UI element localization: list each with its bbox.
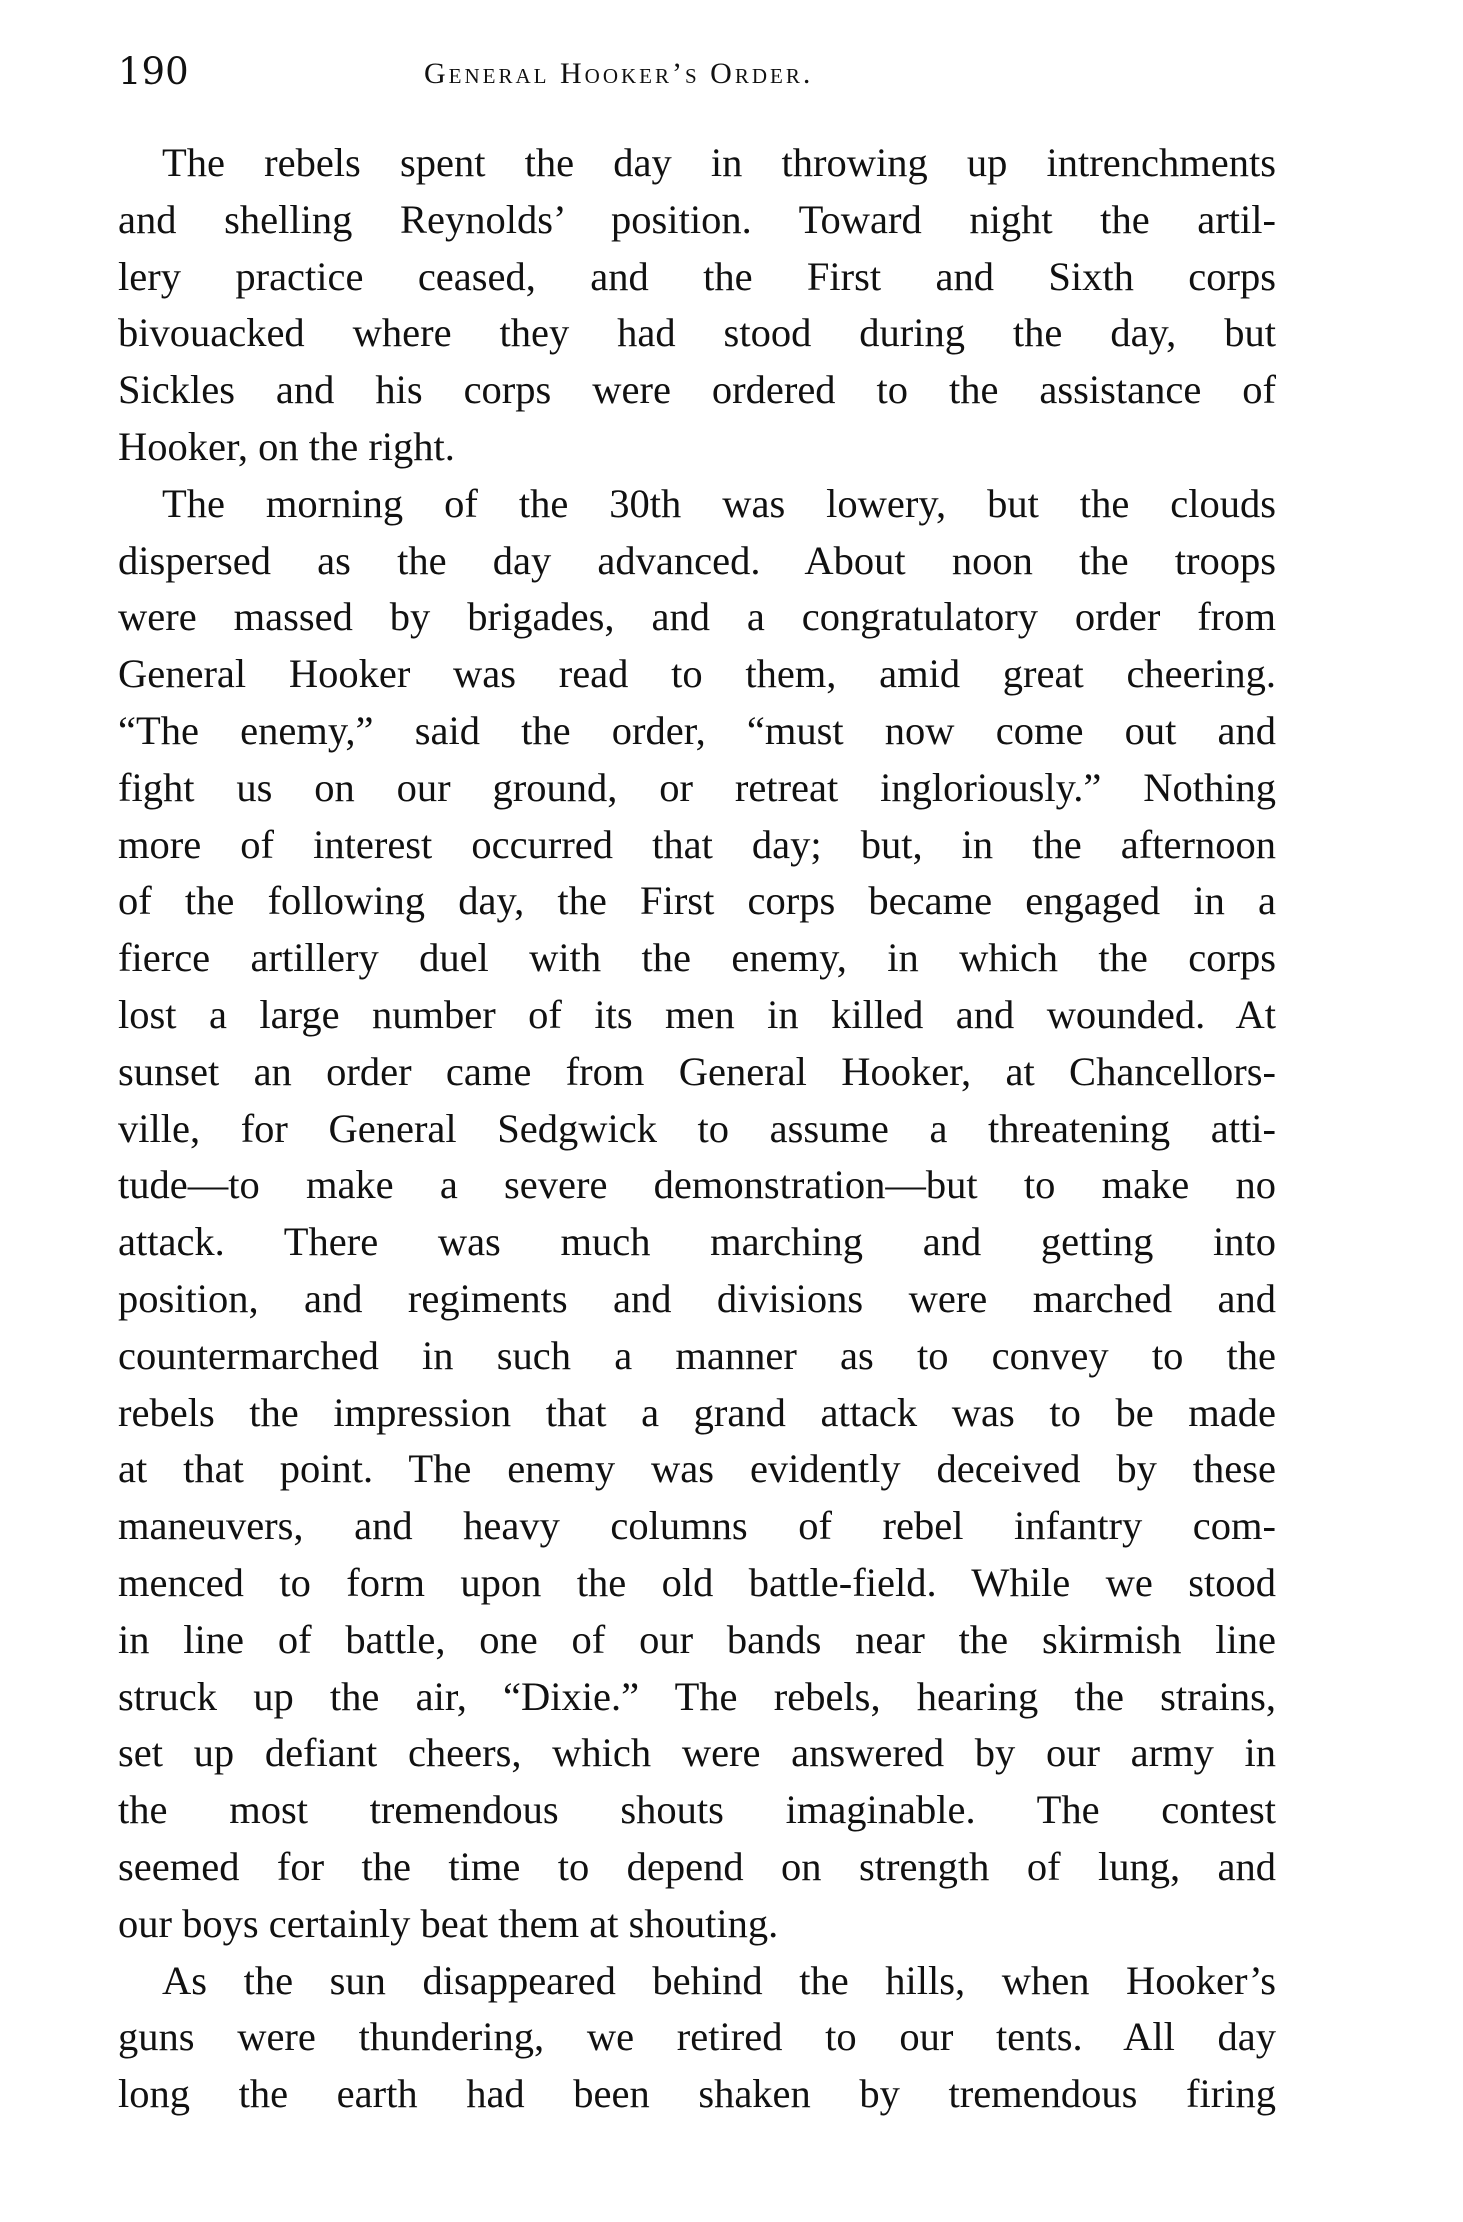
- text-line: attack. There was much marching and getting into: [118, 1219, 1276, 1265]
- text-line: The rebels spent the day in throwing up intrenchments: [162, 140, 1276, 185]
- text-line: the most tremendous shouts imaginable. The contest: [118, 1787, 1276, 1833]
- text-line: our boys certainly beat them at shouting.: [118, 1900, 779, 1946]
- text-line: maneuvers, and heavy columns of rebel infantry com-: [118, 1503, 1276, 1549]
- paragraph: [118, 1953, 1276, 2123]
- text-line: guns were thundering, we retired to our tents. All day: [118, 2014, 1276, 2060]
- text-line: ville, for General Sedgwick to assume a threatening atti-: [118, 1105, 1276, 1151]
- text-line: were massed by brigades, and a congratulatory order from: [118, 594, 1276, 640]
- text-line: dispersed as the day advanced. About noon the troops: [118, 537, 1276, 583]
- paragraph: [118, 476, 1276, 1953]
- text-line: menced to form upon the old battle-field. While we stood: [118, 1559, 1276, 1605]
- text-line: in line of battle, one of our bands near the skirmish line: [118, 1616, 1276, 1662]
- text-line: “The enemy,” said the order, “must now come out and: [118, 707, 1276, 753]
- text-line: long the earth had been shaken by tremendous firing: [118, 2071, 1276, 2117]
- text-line: struck up the air, “Dixie.” The rebels, hearing the strains,: [118, 1673, 1276, 1719]
- paragraph: [118, 135, 1276, 476]
- text-line: Hooker, on the right.: [118, 423, 455, 469]
- text-line: tude—to make a severe demonstration—but to make no: [118, 1162, 1276, 1208]
- text-line: sunset an order came from General Hooker, at Chancellors-: [118, 1048, 1276, 1094]
- text-line: Sickles and his corps were ordered to the assistance of: [118, 367, 1276, 413]
- text-line: rebels the impression that a grand attack was to be made: [118, 1389, 1276, 1435]
- text-line: lost a large number of its men in killed and wounded. At: [118, 991, 1276, 1037]
- text-line: and shelling Reynolds’ position. Toward night the artil-: [118, 196, 1276, 242]
- text-line: of the following day, the First corps became engaged in a: [118, 878, 1276, 924]
- text-line: lery practice ceased, and the First and Sixth corps: [118, 253, 1276, 299]
- text-line: fight us on our ground, or retreat ingloriously.” Nothing: [118, 764, 1276, 810]
- text-line: bivouacked where they had stood during the day, but: [118, 310, 1276, 356]
- text-line: set up defiant cheers, which were answered by our army in: [118, 1730, 1276, 1776]
- text-line: at that point. The enemy was evidently deceived by these: [118, 1446, 1276, 1492]
- body-text: [118, 135, 1276, 2123]
- text-line: more of interest occurred that day; but, in the afternoon: [118, 821, 1276, 867]
- text-line: seemed for the time to depend on strength of lung, and: [118, 1843, 1276, 1889]
- running-head: [118, 52, 1278, 92]
- running-head-title: General Hooker’s Order.: [424, 57, 814, 90]
- text-line: General Hooker was read to them, amid great cheering.: [118, 651, 1276, 697]
- text-line: The morning of the 30th was lowery, but the clouds: [162, 480, 1276, 526]
- text-line: As the sun disappeared behind the hills, when Hooker’s: [162, 1957, 1276, 2003]
- page-number: 190: [118, 50, 189, 93]
- text-line: position, and regiments and divisions were marched and: [118, 1275, 1276, 1321]
- text-line: fierce artillery duel with the enemy, in which the corps: [118, 935, 1276, 981]
- text-line: countermarched in such a manner as to convey to the: [118, 1332, 1276, 1378]
